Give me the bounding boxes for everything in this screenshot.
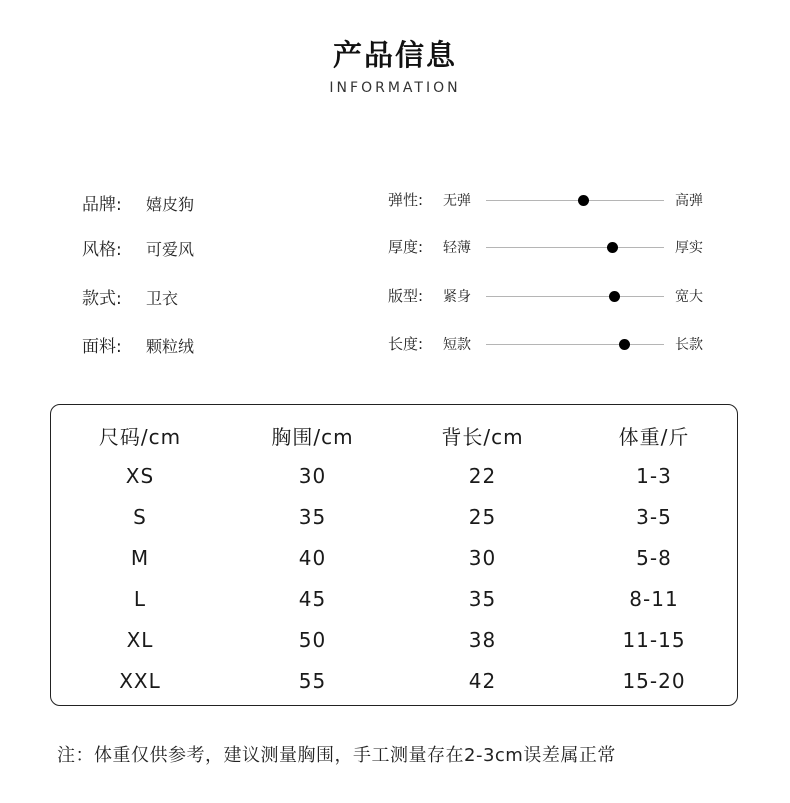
scale-right-label: 宽大: [675, 289, 703, 305]
cell-weight: 1-3: [636, 463, 672, 488]
info-label: 面料:: [82, 337, 122, 357]
info-style: [82, 235, 194, 260]
info-value: 颗粒绒: [146, 337, 195, 356]
cell-chest: 45: [298, 586, 327, 611]
cell-weight: 8-11: [629, 586, 679, 611]
scale-left-label: 无弹: [443, 193, 471, 209]
size-table-grid: [50, 415, 738, 701]
cell-size: S: [133, 504, 147, 529]
cell-size: M: [130, 545, 150, 570]
scale-indicator: [619, 339, 630, 350]
cell-weight: 15-20: [622, 668, 686, 693]
cell-weight: 5-8: [636, 545, 672, 570]
table-row: [50, 578, 738, 619]
scale-indicator: [607, 242, 618, 253]
scale-track: [486, 200, 664, 201]
info-value: 可爱风: [146, 240, 195, 259]
info-label: 风格:: [82, 240, 122, 260]
table-header-row: [50, 415, 738, 455]
scale-indicator: [578, 195, 589, 206]
cell-back-length: 42: [468, 668, 497, 693]
scale-label: 版型:: [388, 287, 424, 305]
scale-right-label: 高弹: [675, 193, 703, 209]
scale-left-label: 紧身: [443, 289, 471, 305]
scale-left-label: 轻薄: [443, 240, 471, 256]
scale-track: [486, 296, 664, 297]
info-fabric: [82, 332, 194, 357]
cell-chest: 30: [298, 463, 327, 488]
header-size: 尺码/cm: [98, 424, 182, 449]
header-back-length: 背长/cm: [441, 424, 524, 449]
page-subtitle: INFORMATION: [329, 80, 461, 96]
cell-chest: 50: [298, 627, 327, 652]
page-title: 产品信息: [332, 38, 457, 72]
info-label: 款式:: [82, 289, 122, 309]
cell-size: L: [133, 586, 147, 611]
scale-label: 厚度:: [388, 238, 424, 256]
cell-back-length: 22: [468, 463, 497, 488]
measurement-note: 注：体重仅供参考，建议测量胸围，手工测量存在2-3cm误差属正常: [57, 745, 616, 766]
cell-chest: 55: [298, 668, 327, 693]
scale-left-label: 短款: [443, 337, 471, 353]
scale-label: 弹性:: [388, 191, 424, 209]
cell-size: XL: [126, 627, 154, 652]
cell-back-length: 38: [468, 627, 497, 652]
info-label: 品牌:: [82, 195, 122, 215]
cell-weight: 11-15: [622, 627, 686, 652]
scale-label: 长度:: [388, 335, 424, 353]
scale-right-label: 长款: [675, 337, 703, 353]
scale-indicator: [609, 291, 620, 302]
cell-back-length: 30: [468, 545, 497, 570]
scale-elasticity: [388, 189, 718, 213]
size-table: [50, 404, 738, 706]
info-type: [82, 284, 178, 309]
scale-track: [486, 344, 664, 345]
table-row: [50, 455, 738, 496]
scale-right-label: 厚实: [675, 240, 703, 256]
table-row: [50, 537, 738, 578]
info-value: 嬉皮狗: [146, 195, 195, 214]
cell-size: XS: [125, 463, 155, 488]
cell-back-length: 35: [468, 586, 497, 611]
table-row: [50, 496, 738, 537]
info-value: 卫衣: [146, 289, 179, 308]
scale-thickness: [388, 236, 718, 260]
cell-back-length: 25: [468, 504, 497, 529]
cell-size: XXL: [119, 668, 161, 693]
cell-chest: 35: [298, 504, 327, 529]
scale-fit: [388, 285, 718, 309]
scale-track: [486, 247, 664, 248]
scale-length: [388, 333, 718, 357]
info-brand: [82, 190, 194, 215]
table-row: [50, 660, 738, 701]
header-weight: 体重/斤: [618, 424, 690, 449]
cell-weight: 3-5: [636, 504, 672, 529]
cell-chest: 40: [298, 545, 327, 570]
table-row: [50, 619, 738, 660]
header-chest: 胸围/cm: [271, 424, 354, 449]
